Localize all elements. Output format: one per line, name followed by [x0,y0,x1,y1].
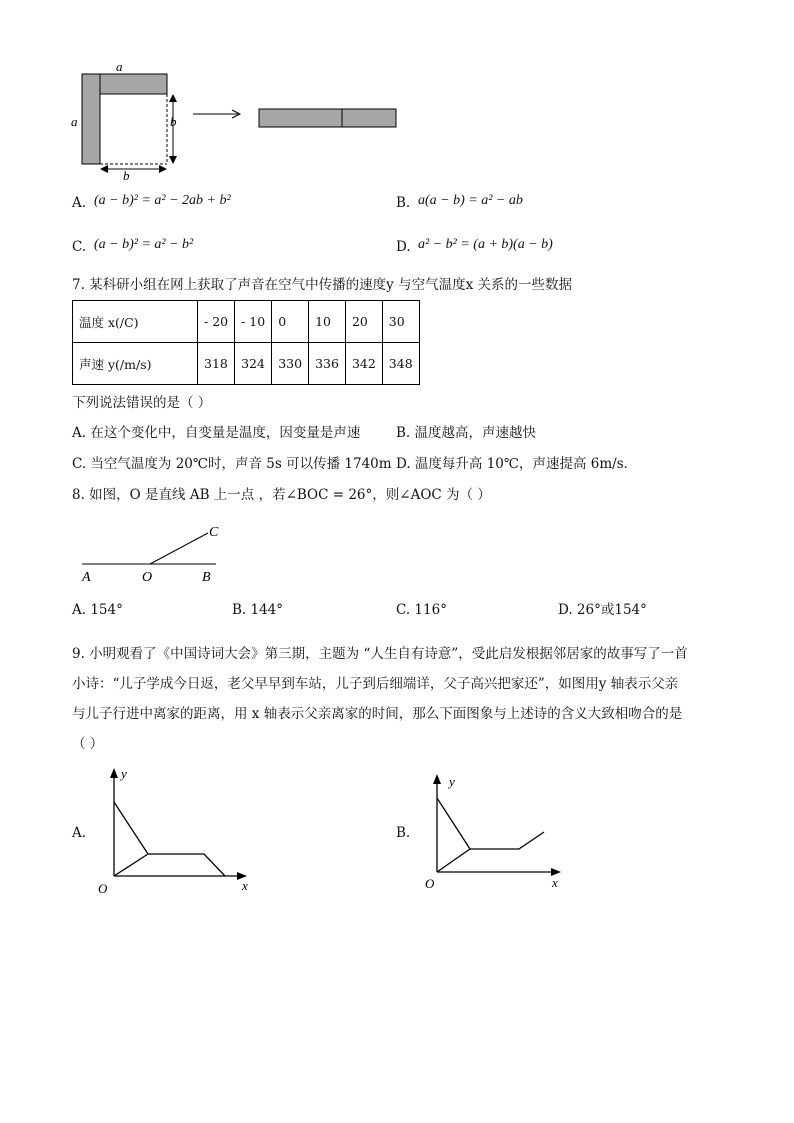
table-cell: - 10 [235,301,272,343]
label-a-top: a [116,59,123,74]
q7-option-b: B. 温度越高，声速越快 [396,425,537,441]
q7-option-a: A. 在这个变化中，自变量是温度，因变量是声速 [72,425,361,441]
table-row [73,301,420,343]
q9-option-b-letter: B. [396,825,411,841]
graph-a-x-label: x [242,878,248,893]
q6-option-d-letter: D. [396,239,411,255]
label-point-o: O [142,570,153,585]
table-cell: 330 [272,343,309,385]
q9-stem-line-4: （ ） [72,736,104,752]
table-cell: 30 [382,301,419,343]
label-point-a: A [82,570,91,585]
table-cell: - 20 [198,301,235,343]
q8-angle-figure [78,520,238,586]
table-header-cell: 温度 x(/C) [73,301,198,343]
q8-option-a: A. 154° [72,602,123,618]
graph-a-origin-label: O [98,881,108,896]
q6-option-a-text: (a − b)² = a² − 2ab + b² [94,193,231,208]
table-cell: 336 [309,343,346,385]
q8-option-d: D. 26°或154° [558,602,647,618]
q8-option-c: C. 116° [396,602,447,618]
q6-option-c-letter: C. [72,239,87,255]
table-cell: 0 [272,301,309,343]
q6-option-d-text: a² − b² = (a + b)(a − b) [418,237,553,252]
q7-question: 下列说法错误的是（ ） [72,395,212,411]
q9-option-a-letter: A. [72,825,87,841]
q8-option-b: B. 144° [232,602,284,618]
table-cell: 342 [345,343,382,385]
q6-option-b-letter: B. [396,195,411,211]
result-rect-right [342,109,396,127]
table-cell: 348 [382,343,419,385]
table-row [73,343,420,385]
label-point-b: B [202,570,211,585]
q6-figure [60,58,410,183]
q7-option-d: D. 温度每升高 10℃，声速提高 6m/s． [396,456,638,472]
q8-stem: 8. 如图，O 是直线 AB 上一点 ，若∠BOC = 26°，则∠AOC 为（ ） [72,487,491,503]
horizontal-bar [100,74,167,94]
q7-data-table [72,300,420,385]
q6-option-b-text: a(a − b) = a² − ab [418,193,523,208]
q9-graph-b [416,768,576,898]
graph-b-origin-label: O [425,876,435,891]
label-a-left: a [71,114,78,129]
label-point-c: C [209,525,219,540]
table-cell: 20 [345,301,382,343]
q6-option-c-text: (a − b)² = a² − b² [94,237,194,252]
graph-b-y-label: y [449,774,455,789]
table-cell: 324 [235,343,272,385]
table-cell: 10 [309,301,346,343]
q9-stem-line-2: 小诗：“儿子学成今日返，老父早早到车站，儿子到后细端详，父子高兴把家还”，如图用y 轴表示父亲 [72,676,679,692]
graph-b-x-label: x [552,875,558,890]
q7-option-c: C. 当空气温度为 20℃时，声音 5s 可以传播 1740m [72,456,392,472]
q7-stem: 7. 某科研小组在网上获取了声音在空气中传播的速度y 与空气温度x 关系的一些数据 [72,277,572,293]
q9-graph-a [92,762,262,897]
table-header-cell: 声速 y(/m/s) [73,343,198,385]
graph-b-curve [437,798,544,849]
table-cell: 318 [198,343,235,385]
vertical-bar [82,74,100,164]
q9-stem-line-1: 9. 小明观看了《中国诗词大会》第三期，主题为 “人生自有诗意”，受此启发根据邻居家的故事写了一首 [72,646,688,662]
graph-a-y-label: y [121,766,127,781]
label-b-bottom: b [123,168,130,183]
label-b-right: b [170,114,177,129]
ray-oc [150,533,208,564]
q6-option-a-letter: A. [72,195,87,211]
q9-stem-line-3: 与儿子行进中离家的距离，用 x 轴表示父亲离家的时间，那么下面图象与上述诗的含义大致相吻合的是 [72,706,683,722]
result-rect-left [259,109,342,127]
